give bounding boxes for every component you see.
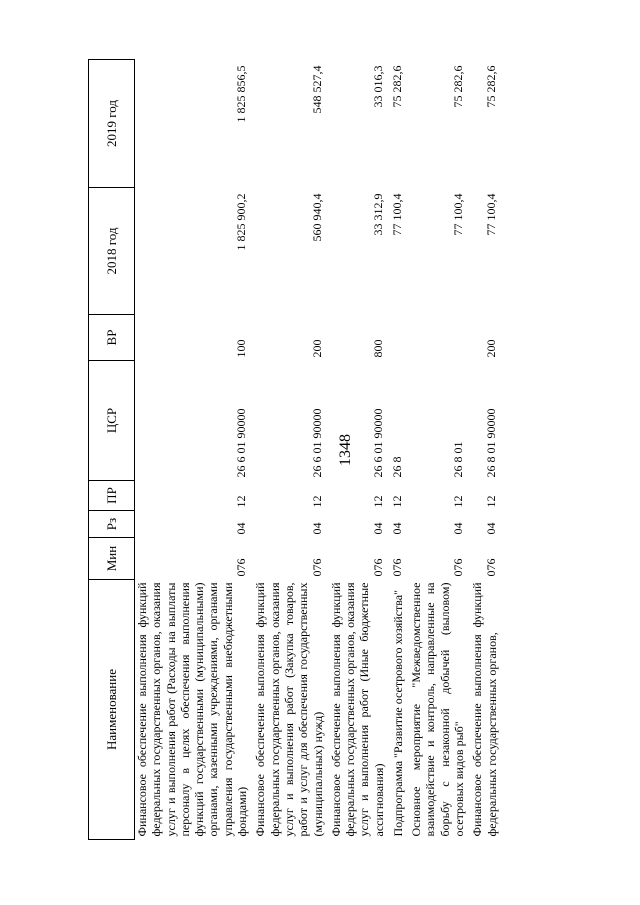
- cell-csr: 26 8 01 90000: [483, 408, 498, 478]
- table-row: [470, 60, 503, 840]
- cell-rz: 04: [309, 522, 324, 535]
- cell-csr: 26 6 01 90000: [309, 408, 324, 478]
- cell-csr: 26 6 01 90000: [234, 408, 249, 478]
- cell-vr: 100: [234, 339, 249, 358]
- cell-min: 076: [483, 558, 498, 577]
- cell-min: 076: [309, 558, 324, 577]
- cell-2019: 75 282,6: [451, 65, 466, 108]
- cell-2019: 1 825 856,5: [234, 65, 249, 123]
- rotated-table-wrapper: [88, 60, 503, 840]
- table-row: [409, 60, 470, 840]
- cell-pr: 12: [371, 495, 386, 508]
- column-header: ПР: [89, 481, 135, 511]
- table-row: [329, 60, 390, 840]
- column-header: ЦСР: [89, 361, 135, 481]
- column-header: Рз: [89, 511, 135, 538]
- cell-rz: 04: [234, 522, 249, 535]
- row-name: Финансовое обеспечение выполнения функций федеральных государственных органов,: [470, 582, 499, 837]
- table-row: [135, 60, 254, 840]
- cell-2019: 75 282,6: [483, 65, 498, 108]
- cell-2018: 77 100,4: [390, 193, 405, 236]
- cell-rz: 04: [483, 522, 498, 535]
- column-header: 2018 год: [89, 188, 135, 315]
- cell-2018: 33 312,9: [371, 193, 386, 236]
- column-header: ВР: [89, 315, 135, 361]
- row-name: Основное мероприятие "Межведомственное взаимодействие и контроль, направленные на борьбу с незаконной добычей (выловом) осетровых видов рыб": [409, 582, 466, 837]
- cell-pr: 12: [234, 495, 249, 508]
- cell-vr: 800: [371, 339, 386, 358]
- cell-2018: 560 940,4: [309, 193, 324, 242]
- cell-2019: 33 016,3: [371, 65, 386, 108]
- cell-2018: 77 100,4: [451, 193, 466, 236]
- row-name: Финансовое обеспечение выполнения функций федеральных государственных органов, оказания услуг и выполнения работ (Иные бюджетные ассигнования): [328, 582, 386, 837]
- cell-2019: 75 282,6: [390, 65, 405, 108]
- cell-rz: 04: [390, 522, 405, 535]
- page-number: 1348: [337, 434, 354, 466]
- cell-min: 076: [390, 558, 405, 577]
- cell-2019: 548 527,4: [309, 65, 324, 114]
- row-name: Финансовое обеспечение выполнения функций федеральных государственных органов, оказания услуг и выполнения работ (Расходы на выплаты персоналу в целях обеспечения выполнения функций государственными (муниципальными) органами, казенными учреждениями, органами управления государственными внебюджетными фондами): [135, 582, 250, 837]
- table-row: [253, 60, 328, 840]
- cell-2018: 77 100,4: [483, 193, 498, 236]
- column-header: 2019 год: [89, 60, 135, 188]
- column-header: Наименование: [89, 580, 135, 840]
- cell-2018: 1 825 900,2: [234, 193, 249, 251]
- cell-min: 076: [451, 558, 466, 577]
- cell-vr: 200: [483, 339, 498, 358]
- cell-csr: 26 6 01 90000: [371, 408, 386, 478]
- cell-pr: 12: [309, 495, 324, 508]
- row-name: Финансовое обеспечение выполнения функций федеральных государственных органов, оказания услуг и выполнения работ (Закупка товаров, работ и услуг для обеспечения государственных (муниципальных) нужд): [253, 582, 325, 837]
- cell-csr: 26 8: [390, 456, 405, 478]
- budget-table: [88, 59, 503, 840]
- cell-vr: [390, 315, 409, 361]
- cell-rz: 04: [371, 522, 386, 535]
- table-header-row: [89, 60, 135, 840]
- cell-pr: 12: [483, 495, 498, 508]
- table-row: [390, 60, 409, 840]
- cell-pr: 12: [390, 495, 405, 508]
- cell-csr: 26 8 01: [451, 441, 466, 478]
- column-header: Мин: [89, 538, 135, 580]
- row-name: Подпрограмма "Развитие осетрового хозяйства": [390, 590, 405, 837]
- cell-rz: 04: [451, 522, 466, 535]
- cell-min: 076: [371, 558, 386, 577]
- cell-pr: 12: [451, 495, 466, 508]
- cell-min: 076: [234, 558, 249, 577]
- cell-vr: [409, 315, 470, 361]
- cell-vr: 200: [309, 339, 324, 358]
